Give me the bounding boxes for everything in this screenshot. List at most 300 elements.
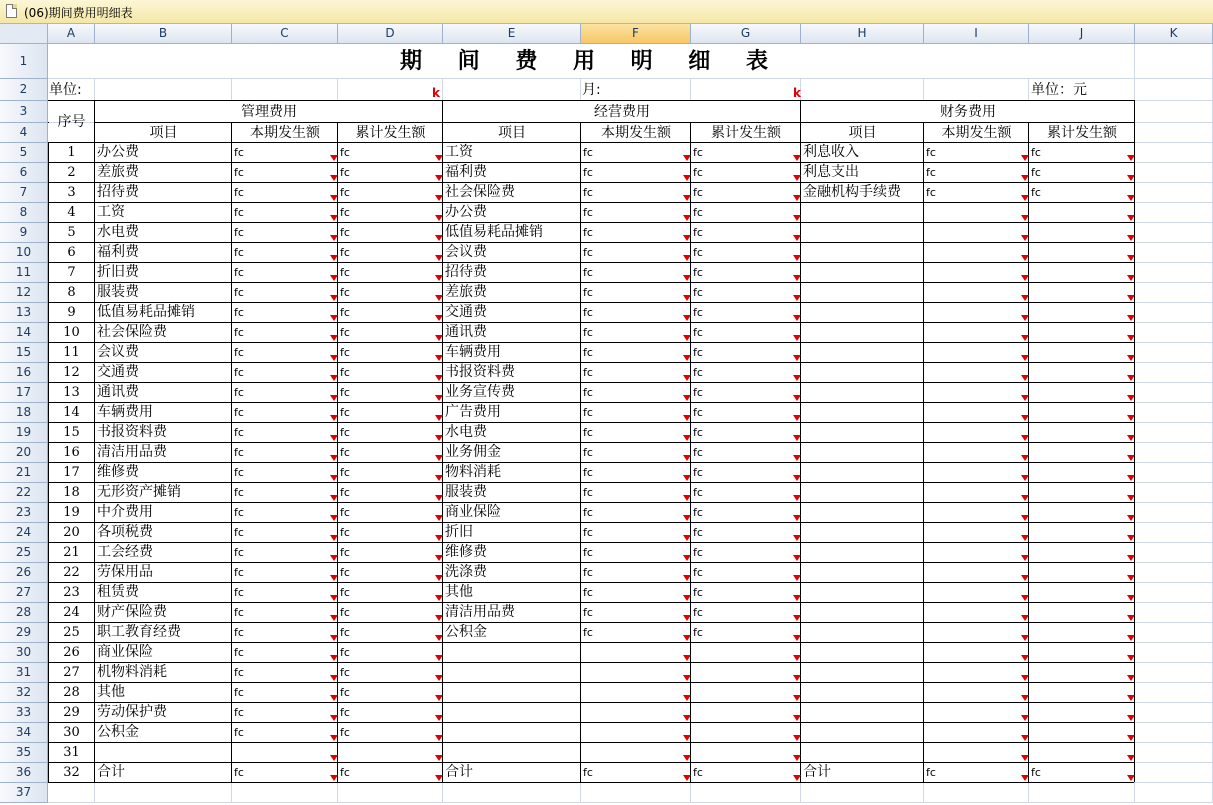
- management-item[interactable]: 维修费: [97, 464, 139, 480]
- operating-cumulative-value[interactable]: fc: [693, 226, 703, 239]
- comment-indicator-icon: [1127, 155, 1135, 161]
- management-cumulative-value[interactable]: fc: [340, 526, 350, 539]
- operating-item[interactable]: 车辆费用: [445, 344, 501, 360]
- management-current-value[interactable]: fc: [234, 606, 244, 619]
- management-current-value[interactable]: fc: [234, 486, 244, 499]
- seq-number: 6: [67, 245, 76, 260]
- operating-current-value[interactable]: fc: [583, 166, 593, 179]
- management-current-value[interactable]: fc: [234, 466, 244, 479]
- financial-item[interactable]: 利息支出: [803, 164, 859, 180]
- row-header-27[interactable]: 27: [0, 583, 48, 603]
- seq-number: 1: [67, 145, 76, 160]
- column-header-k[interactable]: K: [1135, 24, 1213, 44]
- comment-indicator-icon: [435, 435, 443, 441]
- row-header-18[interactable]: 18: [0, 403, 48, 423]
- management-current-value[interactable]: fc: [234, 206, 244, 219]
- operating-item[interactable]: 办公费: [445, 204, 487, 220]
- column-label-financial-item: 项目: [848, 125, 877, 141]
- comment-indicator-icon: [1021, 755, 1029, 761]
- management-cumulative-value[interactable]: fc: [340, 446, 350, 459]
- operating-cumulative-value[interactable]: fc: [693, 166, 703, 179]
- column-header-f[interactable]: F: [581, 24, 691, 44]
- management-cumulative-value[interactable]: fc: [340, 666, 350, 679]
- operating-cumulative-value[interactable]: fc: [693, 286, 703, 299]
- management-cumulative-value[interactable]: fc: [340, 606, 350, 619]
- management-current-value[interactable]: fc: [234, 766, 244, 779]
- column-label-management-item: 项目: [149, 125, 178, 141]
- management-current-value[interactable]: fc: [234, 246, 244, 259]
- column-label-operating-cumulative: 累计发生额: [711, 125, 781, 141]
- operating-current-value[interactable]: fc: [583, 346, 593, 359]
- operating-current-value[interactable]: fc: [583, 186, 593, 199]
- comment-indicator-icon: [330, 195, 338, 201]
- management-cumulative-value[interactable]: fc: [340, 406, 350, 419]
- comment-indicator-icon: [683, 615, 691, 621]
- management-item[interactable]: 差旅费: [97, 164, 139, 180]
- comment-indicator-icon: [435, 235, 443, 241]
- management-cumulative-value[interactable]: fc: [340, 566, 350, 579]
- row-header-16[interactable]: 16: [0, 363, 48, 383]
- row-header-22[interactable]: 22: [0, 483, 48, 503]
- management-current-value[interactable]: fc: [234, 546, 244, 559]
- operating-cumulative-value[interactable]: fc: [693, 526, 703, 539]
- management-cumulative-value[interactable]: fc: [340, 686, 350, 699]
- comment-indicator-icon: [435, 255, 443, 261]
- management-current-value[interactable]: fc: [234, 506, 244, 519]
- management-current-value[interactable]: fc: [234, 166, 244, 179]
- management-cumulative-value[interactable]: fc: [340, 766, 350, 779]
- operating-current-value[interactable]: fc: [583, 366, 593, 379]
- column-header-j[interactable]: J: [1029, 24, 1135, 44]
- operating-item[interactable]: 其他: [445, 584, 473, 600]
- comment-indicator-icon: [330, 615, 338, 621]
- management-item[interactable]: 招待费: [97, 184, 139, 200]
- management-item[interactable]: 福利费: [97, 244, 139, 260]
- comment-indicator-icon: [1021, 715, 1029, 721]
- row-header-29[interactable]: 29: [0, 623, 48, 643]
- operating-current-value[interactable]: fc: [583, 446, 593, 459]
- management-cumulative-value[interactable]: fc: [340, 586, 350, 599]
- operating-item[interactable]: 工资: [445, 144, 473, 160]
- management-item[interactable]: 机物料消耗: [97, 664, 167, 680]
- management-item[interactable]: 公积金: [97, 724, 139, 740]
- management-cumulative-value[interactable]: fc: [340, 286, 350, 299]
- comment-indicator-icon: [793, 335, 801, 341]
- comment-indicator-icon: [683, 155, 691, 161]
- seq-number: 20: [63, 525, 80, 540]
- column-header-d[interactable]: D: [338, 24, 443, 44]
- operating-current-value[interactable]: fc: [583, 466, 593, 479]
- column-label-operating-item: 项目: [498, 125, 526, 141]
- row-header-19[interactable]: 19: [0, 423, 48, 443]
- comment-indicator-icon: [1021, 735, 1029, 741]
- column-header-c[interactable]: C: [232, 24, 338, 44]
- operating-cumulative-value[interactable]: fc: [693, 766, 703, 779]
- operating-current-value[interactable]: fc: [583, 406, 593, 419]
- operating-current-value[interactable]: fc: [583, 506, 593, 519]
- comment-indicator-icon: [1127, 575, 1135, 581]
- table-border-row: [48, 742, 1134, 743]
- operating-item[interactable]: 低值易耗品摊销: [445, 224, 543, 240]
- operating-cumulative-value[interactable]: fc: [693, 486, 703, 499]
- management-current-value[interactable]: fc: [234, 226, 244, 239]
- management-current-value[interactable]: fc: [234, 306, 244, 319]
- management-current-value[interactable]: fc: [234, 626, 244, 639]
- column-header-b[interactable]: B: [95, 24, 232, 44]
- management-current-value[interactable]: fc: [234, 406, 244, 419]
- comment-indicator-icon: [683, 675, 691, 681]
- comment-indicator-icon: [435, 355, 443, 361]
- operating-current-value[interactable]: fc: [583, 426, 593, 439]
- operating-item[interactable]: 维修费: [445, 544, 487, 560]
- operating-item[interactable]: 社会保险费: [445, 184, 515, 200]
- management-item[interactable]: 商业保险: [97, 644, 153, 660]
- operating-cumulative-value[interactable]: fc: [693, 306, 703, 319]
- management-item[interactable]: 职工教育经费: [97, 624, 181, 640]
- comment-indicator-icon: [683, 315, 691, 321]
- management-current-value[interactable]: fc: [234, 646, 244, 659]
- row-header-26[interactable]: 26: [0, 563, 48, 583]
- comment-indicator-icon: [330, 435, 338, 441]
- management-item[interactable]: 社会保险费: [97, 324, 167, 340]
- management-item[interactable]: 会议费: [97, 344, 139, 360]
- operating-item[interactable]: 通讯费: [445, 324, 487, 340]
- comment-indicator-icon: [793, 735, 801, 741]
- comment-indicator-icon: [1021, 775, 1029, 781]
- operating-current-value[interactable]: fc: [583, 526, 593, 539]
- table-border-row: [48, 782, 1134, 783]
- management-item[interactable]: 折旧费: [97, 264, 139, 280]
- operating-item[interactable]: 清洁用品费: [445, 604, 515, 620]
- management-cumulative-value[interactable]: fc: [340, 186, 350, 199]
- management-current-value[interactable]: fc: [234, 146, 244, 159]
- management-cumulative-value[interactable]: fc: [340, 246, 350, 259]
- column-label-management-current: 本期发生额: [250, 125, 320, 141]
- management-cumulative-value[interactable]: fc: [340, 386, 350, 399]
- operating-cumulative-value[interactable]: fc: [693, 466, 703, 479]
- financial-cumulative-value[interactable]: fc: [1031, 166, 1041, 179]
- comment-indicator-icon: [683, 335, 691, 341]
- operating-current-value[interactable]: fc: [583, 226, 593, 239]
- operating-cumulative-value[interactable]: fc: [693, 146, 703, 159]
- operating-cumulative-value[interactable]: fc: [693, 506, 703, 519]
- operating-total-label[interactable]: 合计: [445, 764, 473, 780]
- seq-number: 24: [63, 605, 80, 620]
- operating-current-value[interactable]: fc: [583, 286, 593, 299]
- operating-cumulative-value[interactable]: fc: [693, 406, 703, 419]
- select-all-corner[interactable]: [0, 24, 48, 44]
- comment-indicator-icon: [793, 635, 801, 641]
- column-header-g[interactable]: G: [691, 24, 801, 44]
- seq-number: 9: [67, 305, 76, 320]
- management-item[interactable]: 书报资料费: [97, 424, 167, 440]
- comment-indicator-icon: [683, 235, 691, 241]
- financial-item[interactable]: 金融机构手续费: [803, 184, 901, 200]
- operating-item[interactable]: 业务宣传费: [445, 384, 515, 400]
- operating-current-value[interactable]: fc: [583, 326, 593, 339]
- operating-current-value[interactable]: fc: [583, 246, 593, 259]
- management-item[interactable]: 无形资产摊销: [97, 484, 181, 500]
- management-cumulative-value[interactable]: fc: [340, 146, 350, 159]
- comment-indicator-icon: [1021, 515, 1029, 521]
- operating-cumulative-value[interactable]: fc: [693, 446, 703, 459]
- operating-current-value[interactable]: fc: [583, 266, 593, 279]
- comment-indicator-icon: [1021, 255, 1029, 261]
- seq-number: 32: [63, 765, 80, 780]
- row-header-11[interactable]: 11: [0, 263, 48, 283]
- management-cumulative-value[interactable]: fc: [340, 266, 350, 279]
- operating-current-value[interactable]: fc: [583, 626, 593, 639]
- management-current-value[interactable]: fc: [234, 526, 244, 539]
- operating-cumulative-value[interactable]: fc: [693, 326, 703, 339]
- operating-cumulative-value[interactable]: fc: [693, 246, 703, 259]
- row-header-7[interactable]: 7: [0, 183, 48, 203]
- document-icon: [6, 4, 17, 18]
- comment-indicator-icon: [1127, 775, 1135, 781]
- row-header-37[interactable]: 37: [0, 783, 48, 803]
- row-header-24[interactable]: 24: [0, 523, 48, 543]
- operating-item[interactable]: 交通费: [445, 304, 487, 320]
- operating-current-value[interactable]: fc: [583, 766, 593, 779]
- column-header-a[interactable]: A: [48, 24, 95, 44]
- management-current-value[interactable]: fc: [234, 386, 244, 399]
- operating-item[interactable]: 商业保险: [445, 504, 501, 520]
- management-item[interactable]: 低值易耗品摊销: [97, 304, 195, 320]
- financial-total-label[interactable]: 合计: [803, 764, 831, 780]
- comment-indicator-icon: [1021, 595, 1029, 601]
- financial-item[interactable]: 利息收入: [803, 144, 859, 160]
- management-item[interactable]: 财产保险费: [97, 604, 167, 620]
- row-header-9[interactable]: 9: [0, 223, 48, 243]
- row-header-31[interactable]: 31: [0, 663, 48, 683]
- operating-cumulative-value[interactable]: fc: [693, 606, 703, 619]
- financial-cumulative-value[interactable]: fc: [1031, 766, 1041, 779]
- operating-item[interactable]: 招待费: [445, 264, 487, 280]
- financial-cumulative-value[interactable]: fc: [1031, 146, 1041, 159]
- operating-item[interactable]: 广告费用: [445, 404, 501, 420]
- comment-indicator-icon: [1127, 715, 1135, 721]
- management-current-value[interactable]: fc: [234, 366, 244, 379]
- management-item[interactable]: 通讯费: [97, 384, 139, 400]
- management-current-value[interactable]: fc: [234, 186, 244, 199]
- row-header-33[interactable]: 33: [0, 703, 48, 723]
- management-cumulative-value[interactable]: fc: [340, 206, 350, 219]
- comment-indicator-icon: [435, 535, 443, 541]
- management-cumulative-value[interactable]: fc: [340, 546, 350, 559]
- column-header-h[interactable]: H: [801, 24, 924, 44]
- row-header-35[interactable]: 35: [0, 743, 48, 763]
- comment-indicator-icon: [1127, 615, 1135, 621]
- management-item[interactable]: 中介费用: [97, 504, 153, 520]
- operating-current-value[interactable]: fc: [583, 306, 593, 319]
- row-header-1[interactable]: 1: [0, 44, 48, 79]
- operating-current-value[interactable]: fc: [583, 566, 593, 579]
- column-label-financial-cumulative: 累计发生额: [1047, 125, 1117, 141]
- operating-current-value[interactable]: fc: [583, 206, 593, 219]
- management-cumulative-value[interactable]: fc: [340, 626, 350, 639]
- management-cumulative-value[interactable]: fc: [340, 346, 350, 359]
- operating-cumulative-value[interactable]: fc: [693, 206, 703, 219]
- management-cumulative-value[interactable]: fc: [340, 306, 350, 319]
- management-item[interactable]: 劳动保护费: [97, 704, 167, 720]
- management-item[interactable]: 水电费: [97, 224, 139, 240]
- row-header-21[interactable]: 21: [0, 463, 48, 483]
- comment-indicator-icon: [1021, 555, 1029, 561]
- row-header-13[interactable]: 13: [0, 303, 48, 323]
- row-header-34[interactable]: 34: [0, 723, 48, 743]
- operating-current-value[interactable]: fc: [583, 146, 593, 159]
- operating-cumulative-value[interactable]: fc: [693, 626, 703, 639]
- operating-item[interactable]: 差旅费: [445, 284, 487, 300]
- comment-indicator-icon: [793, 315, 801, 321]
- management-item[interactable]: 各项税费: [97, 524, 153, 540]
- row-header-20[interactable]: 20: [0, 443, 48, 463]
- operating-cumulative-value[interactable]: fc: [693, 426, 703, 439]
- row-header-17[interactable]: 17: [0, 383, 48, 403]
- operating-item[interactable]: 物料消耗: [445, 464, 501, 480]
- financial-current-value[interactable]: fc: [926, 146, 936, 159]
- management-cumulative-value[interactable]: fc: [340, 466, 350, 479]
- operating-cumulative-value[interactable]: fc: [693, 366, 703, 379]
- row-header-28[interactable]: 28: [0, 603, 48, 623]
- operating-cumulative-value[interactable]: fc: [693, 346, 703, 359]
- operating-current-value[interactable]: fc: [583, 386, 593, 399]
- row-header-23[interactable]: 23: [0, 503, 48, 523]
- gridline-horizontal: [48, 802, 1213, 803]
- management-item[interactable]: 清洁用品费: [97, 444, 167, 460]
- management-cumulative-value[interactable]: fc: [340, 706, 350, 719]
- operating-item[interactable]: 书报资料费: [445, 364, 515, 380]
- financial-cumulative-value[interactable]: fc: [1031, 186, 1041, 199]
- row-header-15[interactable]: 15: [0, 343, 48, 363]
- management-item[interactable]: 其他: [97, 684, 125, 700]
- operating-item[interactable]: 公积金: [445, 624, 487, 640]
- comment-indicator-icon: [683, 215, 691, 221]
- management-current-value[interactable]: fc: [234, 286, 244, 299]
- financial-current-value[interactable]: fc: [926, 166, 936, 179]
- management-current-value[interactable]: fc: [234, 266, 244, 279]
- row-header-6[interactable]: 6: [0, 163, 48, 183]
- row-header-8[interactable]: 8: [0, 203, 48, 223]
- row-header-12[interactable]: 12: [0, 283, 48, 303]
- row-header-4[interactable]: 4: [0, 123, 48, 143]
- comment-indicator-icon: [330, 535, 338, 541]
- comment-indicator-icon: [1127, 175, 1135, 181]
- comment-indicator-icon: [683, 255, 691, 261]
- management-cumulative-value[interactable]: fc: [340, 426, 350, 439]
- row-header-2[interactable]: 2: [0, 79, 48, 101]
- management-cumulative-value[interactable]: fc: [340, 166, 350, 179]
- financial-current-value[interactable]: fc: [926, 186, 936, 199]
- operating-cumulative-value[interactable]: fc: [693, 386, 703, 399]
- management-current-value[interactable]: fc: [234, 346, 244, 359]
- operating-current-value[interactable]: fc: [583, 586, 593, 599]
- management-current-value[interactable]: fc: [234, 686, 244, 699]
- operating-cumulative-value[interactable]: fc: [693, 586, 703, 599]
- row-header-5[interactable]: 5: [0, 143, 48, 163]
- month-label: 月:: [582, 82, 601, 98]
- comment-indicator-icon: [1021, 415, 1029, 421]
- management-current-value[interactable]: fc: [234, 326, 244, 339]
- operating-cumulative-value[interactable]: fc: [693, 186, 703, 199]
- management-current-value[interactable]: fc: [234, 666, 244, 679]
- comment-indicator-icon: [330, 775, 338, 781]
- management-item[interactable]: 办公费: [97, 144, 139, 160]
- seq-number: 11: [63, 345, 80, 360]
- operating-item[interactable]: 折旧: [445, 524, 473, 540]
- operating-current-value[interactable]: fc: [583, 486, 593, 499]
- management-item[interactable]: 劳保用品: [97, 564, 153, 580]
- row-header-25[interactable]: 25: [0, 543, 48, 563]
- management-current-value[interactable]: fc: [234, 426, 244, 439]
- row-header-3[interactable]: 3: [0, 101, 48, 123]
- comment-indicator-icon: [1127, 635, 1135, 641]
- operating-item[interactable]: 水电费: [445, 424, 487, 440]
- management-item[interactable]: 车辆费用: [97, 404, 153, 420]
- seq-number: 23: [63, 585, 80, 600]
- comment-indicator-icon: [683, 415, 691, 421]
- row-header-36[interactable]: 36: [0, 763, 48, 783]
- operating-cumulative-value[interactable]: fc: [693, 546, 703, 559]
- management-item[interactable]: 服装费: [97, 284, 139, 300]
- comment-indicator-icon: [1127, 215, 1135, 221]
- comment-indicator-icon: [1021, 235, 1029, 241]
- management-current-value[interactable]: fc: [234, 566, 244, 579]
- row-header-32[interactable]: 32: [0, 683, 48, 703]
- operating-item[interactable]: 业务佣金: [445, 444, 501, 460]
- management-cumulative-value[interactable]: fc: [340, 486, 350, 499]
- management-item[interactable]: 租赁费: [97, 584, 139, 600]
- comment-indicator-icon: [330, 595, 338, 601]
- management-cumulative-value[interactable]: fc: [340, 366, 350, 379]
- management-cumulative-value[interactable]: fc: [340, 726, 350, 739]
- comment-indicator-icon: [435, 635, 443, 641]
- comment-indicator-icon: [1127, 535, 1135, 541]
- column-label-financial-current: 本期发生额: [941, 125, 1012, 141]
- management-item[interactable]: 交通费: [97, 364, 139, 380]
- operating-cumulative-value[interactable]: fc: [693, 266, 703, 279]
- operating-cumulative-value[interactable]: fc: [693, 566, 703, 579]
- management-item[interactable]: 工资: [97, 204, 125, 220]
- management-current-value[interactable]: fc: [234, 446, 244, 459]
- comment-indicator-icon: [1021, 635, 1029, 641]
- operating-current-value[interactable]: fc: [583, 606, 593, 619]
- row-header-10[interactable]: 10: [0, 243, 48, 263]
- management-cumulative-value[interactable]: fc: [340, 646, 350, 659]
- management-cumulative-value[interactable]: fc: [340, 506, 350, 519]
- comment-indicator-icon: [683, 655, 691, 661]
- management-item[interactable]: 工会经费: [97, 544, 153, 560]
- management-current-value[interactable]: fc: [234, 586, 244, 599]
- management-current-value[interactable]: fc: [234, 726, 244, 739]
- operating-current-value[interactable]: fc: [583, 546, 593, 559]
- operating-item[interactable]: 服装费: [445, 484, 487, 500]
- management-cumulative-value[interactable]: fc: [340, 226, 350, 239]
- comment-indicator-icon: [435, 615, 443, 621]
- financial-current-value[interactable]: fc: [926, 766, 936, 779]
- seq-number: 12: [63, 365, 80, 380]
- column-header-e[interactable]: E: [443, 24, 581, 44]
- management-cumulative-value[interactable]: fc: [340, 326, 350, 339]
- column-header-i[interactable]: I: [924, 24, 1029, 44]
- operating-item[interactable]: 会议费: [445, 244, 487, 260]
- management-current-value[interactable]: fc: [234, 706, 244, 719]
- operating-item[interactable]: 福利费: [445, 164, 487, 180]
- management-total-label[interactable]: 合计: [97, 764, 125, 780]
- operating-item[interactable]: 洗涤费: [445, 564, 487, 580]
- row-header-30[interactable]: 30: [0, 643, 48, 663]
- row-header-14[interactable]: 14: [0, 323, 48, 343]
